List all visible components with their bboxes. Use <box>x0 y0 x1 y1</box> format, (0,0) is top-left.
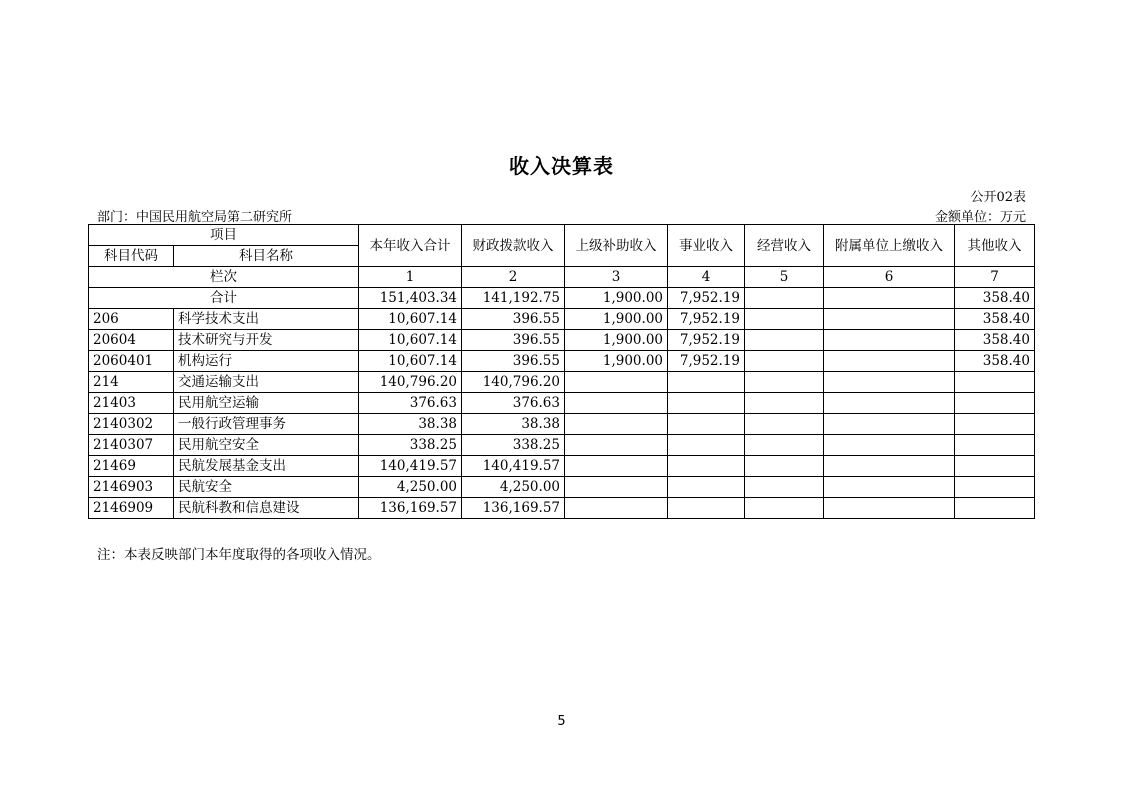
subject-code: 2140302 <box>89 414 174 435</box>
amount-cell <box>824 351 955 372</box>
column-number: 5 <box>745 267 824 288</box>
table-row <box>89 498 1035 519</box>
amount-cell: 376.63 <box>359 393 462 414</box>
amount-cell <box>745 435 824 456</box>
total-row <box>89 288 1035 309</box>
page-title: 收入决算表 <box>509 154 614 178</box>
amount-cell <box>824 372 955 393</box>
amount-cell <box>565 393 668 414</box>
column-header: 上级补助收入 <box>565 225 668 267</box>
table-row <box>89 309 1035 330</box>
total-cell: 1,900.00 <box>565 288 668 309</box>
amount-cell: 396.55 <box>462 309 565 330</box>
column-header: 财政拨款收入 <box>462 225 565 267</box>
amount-cell <box>668 414 745 435</box>
column-number: 1 <box>359 267 462 288</box>
subject-code: 2146909 <box>89 498 174 519</box>
amount-cell <box>668 498 745 519</box>
column-header: 事业收入 <box>668 225 745 267</box>
subject-code: 2146903 <box>89 477 174 498</box>
amount-cell: 7,952.19 <box>668 309 745 330</box>
amount-cell <box>745 477 824 498</box>
subject-code: 21403 <box>89 393 174 414</box>
total-cell: 7,952.19 <box>668 288 745 309</box>
header-item: 项目 <box>89 225 359 246</box>
amount-cell: 140,419.57 <box>462 456 565 477</box>
amount-cell <box>668 435 745 456</box>
amount-cell: 10,607.14 <box>359 330 462 351</box>
total-cell: 358.40 <box>955 288 1035 309</box>
subject-name: 民航科教和信息建设 <box>174 498 359 519</box>
amount-cell: 136,169.57 <box>462 498 565 519</box>
subject-code: 2060401 <box>89 351 174 372</box>
amount-cell: 338.25 <box>462 435 565 456</box>
subject-code: 21469 <box>89 456 174 477</box>
total-cell <box>824 288 955 309</box>
amount-cell: 1,900.00 <box>565 330 668 351</box>
amount-cell: 4,250.00 <box>359 477 462 498</box>
amount-cell: 358.40 <box>955 330 1035 351</box>
table-row <box>89 330 1035 351</box>
amount-cell <box>745 498 824 519</box>
amount-cell <box>668 477 745 498</box>
amount-cell <box>955 456 1035 477</box>
amount-cell <box>745 393 824 414</box>
subject-name: 一般行政管理事务 <box>174 414 359 435</box>
subject-name: 技术研究与开发 <box>174 330 359 351</box>
amount-cell <box>824 414 955 435</box>
row-label: 栏次 <box>89 267 359 288</box>
amount-cell <box>668 372 745 393</box>
subject-code: 206 <box>89 309 174 330</box>
department-label: 部门：中国民用航空局第二研究所 <box>97 210 293 225</box>
subject-name: 民航安全 <box>174 477 359 498</box>
subject-code: 214 <box>89 372 174 393</box>
amount-cell <box>955 393 1035 414</box>
table-row <box>89 435 1035 456</box>
amount-cell: 38.38 <box>462 414 565 435</box>
column-number: 3 <box>565 267 668 288</box>
subject-name: 机构运行 <box>174 351 359 372</box>
amount-cell <box>824 393 955 414</box>
amount-cell: 1,900.00 <box>565 309 668 330</box>
amount-cell <box>824 435 955 456</box>
column-number: 4 <box>668 267 745 288</box>
total-cell: 151,403.34 <box>359 288 462 309</box>
amount-cell <box>668 393 745 414</box>
amount-cell <box>565 498 668 519</box>
subject-code: 2140307 <box>89 435 174 456</box>
amount-cell <box>745 414 824 435</box>
income-table <box>88 224 1035 519</box>
subject-name: 民用航空运输 <box>174 393 359 414</box>
amount-cell <box>824 498 955 519</box>
amount-unit-label: 金额单位：万元 <box>934 210 1026 225</box>
header-code: 科目代码 <box>89 246 174 267</box>
amount-cell: 396.55 <box>462 351 565 372</box>
amount-cell <box>565 435 668 456</box>
column-number: 2 <box>462 267 565 288</box>
total-label: 合计 <box>89 288 359 309</box>
total-cell: 141,192.75 <box>462 288 565 309</box>
amount-cell <box>955 435 1035 456</box>
amount-cell: 140,796.20 <box>462 372 565 393</box>
amount-cell: 7,952.19 <box>668 351 745 372</box>
column-number: 6 <box>824 267 955 288</box>
total-cell <box>745 288 824 309</box>
amount-cell <box>824 477 955 498</box>
column-header: 其他收入 <box>955 225 1035 267</box>
amount-cell <box>565 414 668 435</box>
table-row <box>89 456 1035 477</box>
amount-cell <box>565 456 668 477</box>
amount-cell <box>745 372 824 393</box>
table-row <box>89 372 1035 393</box>
amount-cell: 338.25 <box>359 435 462 456</box>
column-number-row <box>89 267 1035 288</box>
amount-cell: 38.38 <box>359 414 462 435</box>
amount-cell <box>745 351 824 372</box>
subject-name: 科学技术支出 <box>174 309 359 330</box>
amount-cell: 358.40 <box>955 351 1035 372</box>
header-row-1 <box>89 225 1035 246</box>
amount-cell: 7,952.19 <box>668 330 745 351</box>
amount-cell <box>565 477 668 498</box>
amount-cell <box>824 330 955 351</box>
amount-cell <box>565 372 668 393</box>
amount-cell <box>824 309 955 330</box>
table-note: 注：本表反映部门本年度取得的各项收入情况。 <box>97 547 381 563</box>
amount-cell: 376.63 <box>462 393 565 414</box>
amount-cell <box>745 456 824 477</box>
amount-cell: 396.55 <box>462 330 565 351</box>
page-number: 5 <box>557 714 566 729</box>
table-row <box>89 414 1035 435</box>
amount-cell <box>745 309 824 330</box>
column-number: 7 <box>955 267 1035 288</box>
amount-cell <box>955 414 1035 435</box>
amount-cell <box>955 498 1035 519</box>
amount-cell: 1,900.00 <box>565 351 668 372</box>
table-row <box>89 393 1035 414</box>
table-row <box>89 477 1035 498</box>
subject-code: 20604 <box>89 330 174 351</box>
amount-cell: 10,607.14 <box>359 351 462 372</box>
table-row <box>89 351 1035 372</box>
amount-cell <box>955 477 1035 498</box>
amount-cell <box>824 456 955 477</box>
amount-cell <box>668 456 745 477</box>
amount-cell: 4,250.00 <box>462 477 565 498</box>
amount-cell: 136,169.57 <box>359 498 462 519</box>
subject-name: 民用航空安全 <box>174 435 359 456</box>
amount-cell <box>745 330 824 351</box>
subject-name: 民航发展基金支出 <box>174 456 359 477</box>
column-header: 经营收入 <box>745 225 824 267</box>
amount-cell: 140,796.20 <box>359 372 462 393</box>
amount-cell <box>955 372 1035 393</box>
column-header: 附属单位上缴收入 <box>824 225 955 267</box>
form-number: 公开02表 <box>970 190 1026 205</box>
subject-name: 交通运输支出 <box>174 372 359 393</box>
amount-cell: 140,419.57 <box>359 456 462 477</box>
amount-cell: 358.40 <box>955 309 1035 330</box>
header-name: 科目名称 <box>174 246 359 267</box>
column-header: 本年收入合计 <box>359 225 462 267</box>
amount-cell: 10,607.14 <box>359 309 462 330</box>
